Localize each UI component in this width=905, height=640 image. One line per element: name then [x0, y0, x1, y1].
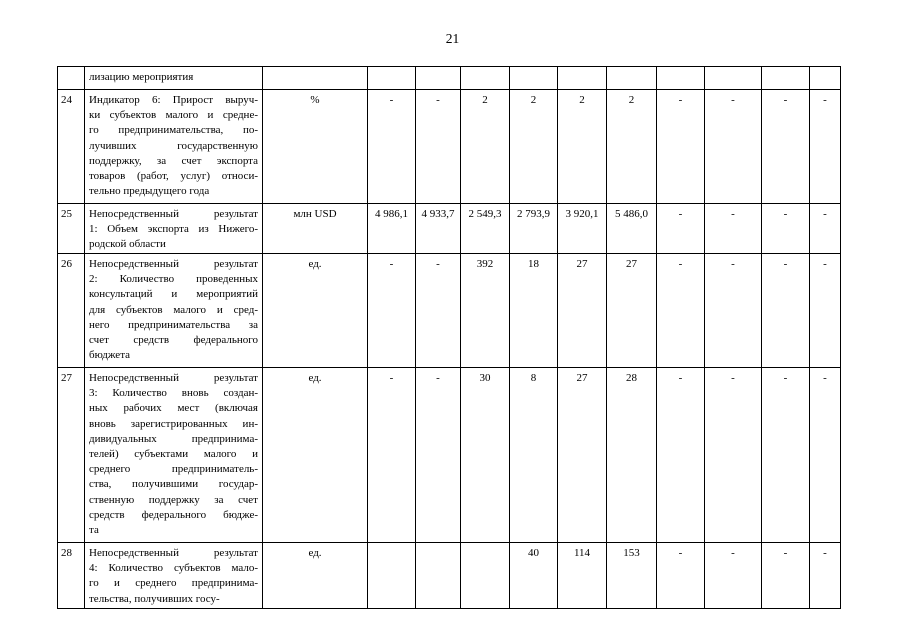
value-cell: 8: [510, 368, 558, 543]
value-cell: -: [705, 204, 762, 254]
value-cell: -: [416, 90, 461, 204]
value-cell: -: [368, 254, 416, 368]
value-cell: [416, 543, 461, 609]
indicators-table: [57, 66, 841, 609]
value-cell: [510, 67, 558, 90]
indicator-name-cell: [85, 67, 263, 90]
value-cell: -: [705, 90, 762, 204]
unit-cell: %: [263, 90, 368, 204]
value-cell: 392: [461, 254, 510, 368]
indicator-name-cell: [85, 254, 263, 368]
value-cell: -: [657, 254, 705, 368]
value-cell: 114: [558, 543, 607, 609]
indicator-name-line: 1: Объем экспорта из Нижего-: [89, 223, 258, 236]
indicator-name-line: тельно предыдущего года: [89, 185, 210, 198]
value-cell: [416, 67, 461, 90]
indicator-name-line: средств федерального бюдже-: [89, 508, 258, 521]
value-cell: 153: [607, 543, 657, 609]
value-cell: 2: [607, 90, 657, 204]
value-cell: -: [657, 90, 705, 204]
value-cell: 27: [558, 254, 607, 368]
value-cell: 2 549,3: [461, 204, 510, 254]
value-cell: 27: [558, 368, 607, 543]
unit-cell: ед.: [263, 254, 368, 368]
value-cell: 2: [558, 90, 607, 204]
indicator-name-line: Непосредственный результат: [89, 208, 258, 220]
indicator-name-cell: [85, 204, 263, 254]
table-row: [58, 90, 841, 204]
indicator-name-line: Индикатор 6: Прирост выруч-: [89, 94, 258, 106]
value-cell: -: [705, 543, 762, 609]
indicator-name-line: Непосредственный результат: [89, 258, 258, 270]
indicator-name-line: ства, получившими государ-: [89, 478, 258, 491]
value-cell: -: [416, 368, 461, 543]
indicator-name-line: лучивших государственную: [89, 139, 258, 152]
value-cell: 5 486,0: [607, 204, 657, 254]
value-cell: -: [810, 543, 841, 609]
value-cell: -: [368, 90, 416, 204]
row-number-cell: 24: [58, 90, 85, 204]
value-cell: -: [657, 543, 705, 609]
indicator-name-line: вновь зарегистрированных ин-: [89, 417, 258, 430]
value-cell: [368, 543, 416, 609]
indicator-name-line: лизацию мероприятия: [89, 71, 194, 83]
indicator-name-line: среднего предприниматель-: [89, 463, 258, 476]
value-cell: [705, 67, 762, 90]
row-number-cell: 27: [58, 368, 85, 543]
value-cell: -: [705, 254, 762, 368]
value-cell: 30: [461, 368, 510, 543]
row-number-cell: 25: [58, 204, 85, 254]
indicator-name-line: 2: Количество проведенных: [89, 273, 258, 286]
value-cell: -: [810, 368, 841, 543]
value-cell: [810, 67, 841, 90]
value-cell: [368, 67, 416, 90]
indicator-name-line: ки субъектов малого и средне-: [89, 109, 258, 122]
value-cell: 40: [510, 543, 558, 609]
indicator-name-line: го и среднего предпринима-: [89, 577, 258, 590]
indicator-name-line: телей) субъектами малого и: [89, 447, 258, 460]
indicator-name-line: та: [89, 523, 99, 536]
value-cell: -: [657, 204, 705, 254]
value-cell: -: [810, 204, 841, 254]
value-cell: 2: [461, 90, 510, 204]
value-cell: -: [762, 254, 810, 368]
row-number-cell: 28: [58, 543, 85, 609]
indicator-name-line: родской области: [89, 238, 166, 251]
value-cell: [657, 67, 705, 90]
value-cell: 3 920,1: [558, 204, 607, 254]
indicator-name-line: 3: Количество вновь создан-: [89, 387, 258, 400]
indicator-name-line: товаров (работ, услуг) относи-: [89, 169, 258, 182]
indicator-name-line: ных рабочих мест (включая: [89, 402, 258, 415]
value-cell: -: [416, 254, 461, 368]
value-cell: [461, 67, 510, 90]
indicator-name-line: тельства, получивших госу-: [89, 592, 220, 605]
page-number: 21: [445, 31, 460, 46]
table-row: [58, 254, 841, 368]
indicator-name-line: для субъектов малого и сред-: [89, 303, 258, 316]
indicator-name-line: го предпринимательства, по-: [89, 124, 258, 137]
value-cell: 18: [510, 254, 558, 368]
unit-cell: ед.: [263, 543, 368, 609]
value-cell: 2: [510, 90, 558, 204]
indicator-name-line: поддержку, за счет экспорта: [89, 154, 258, 167]
value-cell: -: [705, 368, 762, 543]
table-row: [58, 67, 841, 90]
row-number-cell: 26: [58, 254, 85, 368]
value-cell: -: [762, 368, 810, 543]
indicator-name-line: бюджета: [89, 349, 131, 362]
unit-cell: [263, 67, 368, 90]
indicator-name-line: ственную поддержку за счет: [89, 493, 258, 506]
value-cell: 4 986,1: [368, 204, 416, 254]
indicator-name-line: него предпринимательства за: [89, 318, 258, 331]
value-cell: -: [762, 204, 810, 254]
value-cell: -: [657, 368, 705, 543]
indicator-name-cell: [85, 543, 263, 609]
indicator-name-line: консультаций и мероприятий: [89, 288, 258, 301]
value-cell: [762, 67, 810, 90]
value-cell: 4 933,7: [416, 204, 461, 254]
value-cell: -: [810, 254, 841, 368]
indicator-name-cell: [85, 90, 263, 204]
unit-cell: ед.: [263, 368, 368, 543]
indicator-name-line: Непосредственный результат: [89, 547, 258, 559]
value-cell: -: [810, 90, 841, 204]
indicator-name-line: дивидуальных предпринима-: [89, 432, 258, 445]
value-cell: -: [368, 368, 416, 543]
table-row: [58, 543, 841, 609]
value-cell: 28: [607, 368, 657, 543]
table-row: [58, 204, 841, 254]
value-cell: 27: [607, 254, 657, 368]
value-cell: -: [762, 543, 810, 609]
table-row: [58, 368, 841, 543]
indicator-name-line: 4: Количество субъектов мало-: [89, 562, 258, 575]
value-cell: [607, 67, 657, 90]
value-cell: -: [762, 90, 810, 204]
indicator-name-cell: [85, 368, 263, 543]
value-cell: [558, 67, 607, 90]
row-number-cell: [58, 67, 85, 90]
unit-cell: млн USD: [263, 204, 368, 254]
indicator-name-line: счет средств федерального: [89, 333, 258, 346]
value-cell: 2 793,9: [510, 204, 558, 254]
value-cell: [461, 543, 510, 609]
indicator-name-line: Непосредственный результат: [89, 372, 258, 384]
